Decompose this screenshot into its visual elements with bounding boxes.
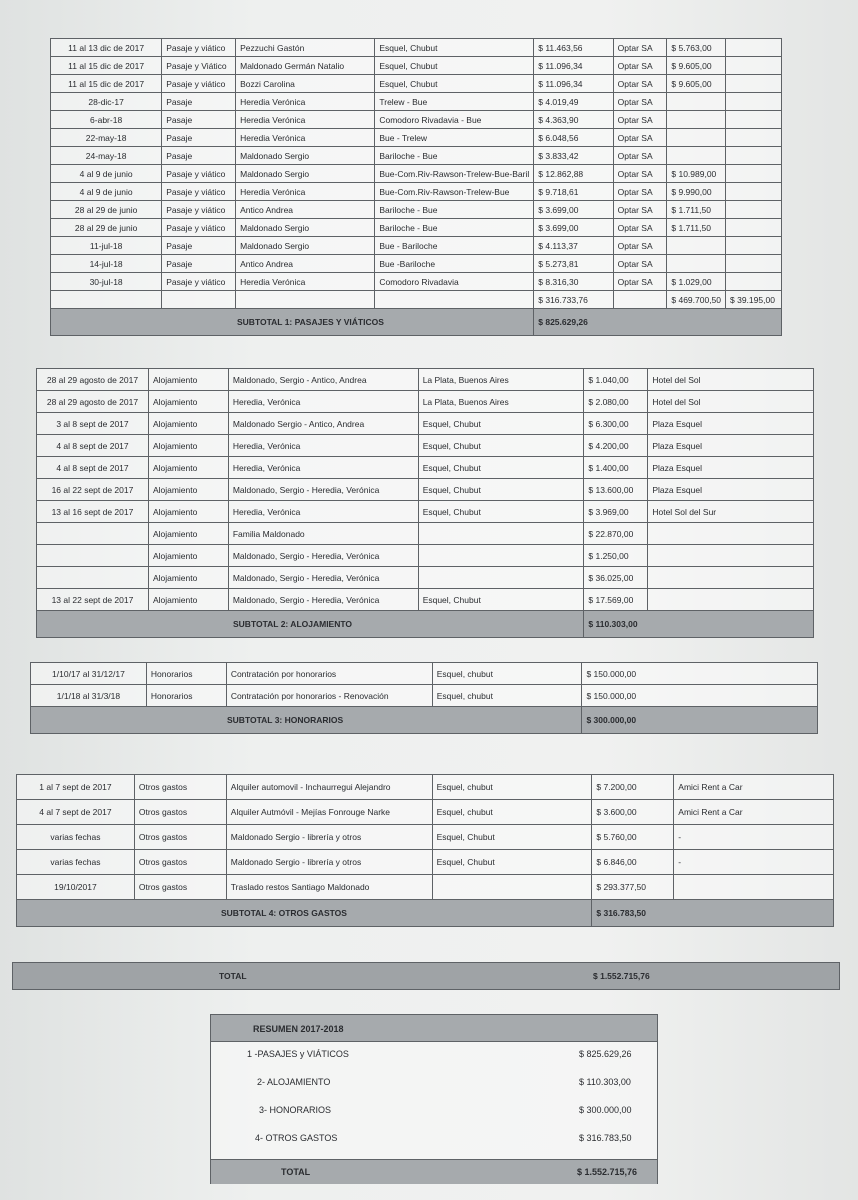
table-cell: 4 al 8 sept de 2017 [37, 457, 149, 479]
resumen-value: $ 825.629,26 [579, 1049, 632, 1059]
table-cell: $ 9.990,00 [667, 183, 726, 201]
table-cell [613, 291, 667, 309]
resumen-box [210, 1014, 658, 1184]
table-cell: Maldonado Sergio [236, 165, 375, 183]
table-cell: $ 9.605,00 [667, 75, 726, 93]
table-cell: Hotel del Sol [648, 391, 814, 413]
table-cell [726, 237, 782, 255]
table-cell: $ 7.200,00 [592, 775, 674, 800]
table-cell: 24-may-18 [51, 147, 162, 165]
table-cell: 4 al 9 de junio [51, 183, 162, 201]
table-cell: Maldonado Sergio - Antico, Andrea [228, 413, 418, 435]
total-label: TOTAL [219, 971, 247, 981]
table-cell: Esquel, Chubut [375, 39, 534, 57]
table-cell: Otros gastos [134, 850, 226, 875]
table-cell: $ 150.000,00 [582, 685, 818, 707]
table-cell: Heredia, Verónica [228, 435, 418, 457]
table-row [37, 479, 814, 501]
total-value: $ 1.552.715,76 [593, 971, 650, 981]
table-cell: Maldonado, Sergio - Heredia, Verónica [228, 545, 418, 567]
table-cell [418, 523, 584, 545]
table-cell: Pasaje y viático [162, 183, 236, 201]
table-cell: Optar SA [613, 147, 667, 165]
table-cell: 3 al 8 sept de 2017 [37, 413, 149, 435]
table-cell [726, 111, 782, 129]
table-row [51, 39, 782, 57]
table-cell [726, 75, 782, 93]
table-cell: Pasaje y viático [162, 201, 236, 219]
table-cell: varias fechas [17, 825, 135, 850]
subtotal-label: SUBTOTAL 1: PASAJES Y VIÁTICOS [51, 309, 534, 336]
table-cell: Plaza Esquel [648, 479, 814, 501]
table-cell: Otros gastos [134, 875, 226, 900]
table-cell: $ 3.969,00 [584, 501, 648, 523]
table-cell: 28 al 29 agosto de 2017 [37, 369, 149, 391]
table-cell: Amici Rent a Car [674, 775, 834, 800]
table-cell: Alojamiento [148, 479, 228, 501]
table-cell: Heredia Verónica [236, 93, 375, 111]
table-cell: Plaza Esquel [648, 457, 814, 479]
resumen-row [211, 1133, 657, 1151]
table-cell: Hotel Sol del Sur [648, 501, 814, 523]
table-cell: Pasaje [162, 93, 236, 111]
table-cell: Esquel, Chubut [418, 457, 584, 479]
table-cell: $ 1.400,00 [584, 457, 648, 479]
table-cell: Alojamiento [148, 501, 228, 523]
table-cell: Pasaje [162, 237, 236, 255]
table-row [31, 663, 818, 685]
table-cell [726, 273, 782, 291]
resumen-row [211, 1105, 657, 1123]
table-cell: Otros gastos [134, 775, 226, 800]
subtotal-value: $ 825.629,26 [534, 309, 782, 336]
table-row [51, 129, 782, 147]
table-cell: $ 13.600,00 [584, 479, 648, 501]
resumen-label: 4- OTROS GASTOS [255, 1133, 338, 1143]
resumen-title: RESUMEN 2017-2018 [253, 1024, 344, 1034]
table-cell: $ 293.377,50 [592, 875, 674, 900]
table-cell: Pasaje [162, 255, 236, 273]
table-cell: $ 6.300,00 [584, 413, 648, 435]
table-row [37, 457, 814, 479]
table-cell: $ 3.833,42 [534, 147, 613, 165]
table-cell: Esquel, Chubut [418, 589, 584, 611]
resumen-total-value: $ 1.552.715,76 [577, 1167, 638, 1177]
table-cell: $ 150.000,00 [582, 663, 818, 685]
table-cell: Maldonado Sergio - librería y otros [226, 825, 432, 850]
table-cell: Alojamiento [148, 413, 228, 435]
table-cell: Plaza Esquel [648, 413, 814, 435]
table-cell: Antico Andrea [236, 255, 375, 273]
table-cell: Esquel, Chubut [375, 75, 534, 93]
table-cell: Optar SA [613, 93, 667, 111]
table-cell: Contratación por honorarios - Renovación [226, 685, 432, 707]
table-cell: Esquel, Chubut [418, 479, 584, 501]
subtotal-label: SUBTOTAL 3: HONORARIOS [31, 707, 582, 734]
table-row [17, 875, 834, 900]
table-row [51, 165, 782, 183]
table-cell: $ 3.699,00 [534, 201, 613, 219]
table-row [37, 523, 814, 545]
table-cell: $ 6.846,00 [592, 850, 674, 875]
table-cell: 11 al 15 dic de 2017 [51, 75, 162, 93]
table-cell [648, 523, 814, 545]
table-cell [418, 567, 584, 589]
table-cell: 13 al 16 sept de 2017 [37, 501, 149, 523]
table-cell: Comodoro Rivadavia [375, 273, 534, 291]
table-cell: $ 3.600,00 [592, 800, 674, 825]
table-cell: Heredia Verónica [236, 111, 375, 129]
table-row [37, 391, 814, 413]
honorarios-table [30, 662, 818, 734]
table-cell: $ 9.718,61 [534, 183, 613, 201]
table-cell: Pasaje [162, 147, 236, 165]
table-cell: Maldonado Germán Natalio [236, 57, 375, 75]
resumen-value: $ 316.783,50 [579, 1133, 632, 1143]
table-cell [37, 523, 149, 545]
table-row [37, 435, 814, 457]
table-cell: Heredia, Verónica [228, 501, 418, 523]
table-cell [726, 129, 782, 147]
table-cell: Alojamiento [148, 435, 228, 457]
table-cell: Bue - Trelew [375, 129, 534, 147]
table-cell [667, 111, 726, 129]
table-cell: $ 5.763,00 [667, 39, 726, 57]
table-cell [726, 201, 782, 219]
table-cell: Esquel, Chubut [418, 413, 584, 435]
table-cell: $ 6.048,56 [534, 129, 613, 147]
table-cell: Amici Rent a Car [674, 800, 834, 825]
table-row [31, 685, 818, 707]
table-cell: Maldonado, Sergio - Heredia, Verónica [228, 567, 418, 589]
resumen-header [211, 1015, 657, 1042]
table-cell [37, 545, 149, 567]
resumen-value: $ 300.000,00 [579, 1105, 632, 1115]
table-cell: Contratación por honorarios [226, 663, 432, 685]
table-cell: $ 22.870,00 [584, 523, 648, 545]
table-row [37, 413, 814, 435]
resumen-row [211, 1049, 657, 1067]
table-cell: 28 al 29 agosto de 2017 [37, 391, 149, 413]
table-cell: Alojamiento [148, 589, 228, 611]
table-cell: Alojamiento [148, 391, 228, 413]
subtotal-label: SUBTOTAL 2: ALOJAMIENTO [37, 611, 584, 638]
table-cell: $ 1.711,50 [667, 219, 726, 237]
table-cell: Bue-Com.Riv-Rawson-Trelew-Bue [375, 183, 534, 201]
table-cell: Traslado restos Santiago Maldonado [226, 875, 432, 900]
alojamiento-table [36, 368, 814, 638]
table-cell: 28 al 29 de junio [51, 201, 162, 219]
table-cell: Alojamiento [148, 545, 228, 567]
table-cell: 11-jul-18 [51, 237, 162, 255]
table-cell: Optar SA [613, 237, 667, 255]
table-cell: $ 5.273,81 [534, 255, 613, 273]
table-cell [726, 255, 782, 273]
table-cell: Honorarios [146, 663, 226, 685]
resumen-label: 3- HONORARIOS [259, 1105, 332, 1115]
table-cell: Pasaje y viático [162, 75, 236, 93]
table-cell [674, 875, 834, 900]
table-cell: 1 al 7 sept de 2017 [17, 775, 135, 800]
table-cell: $ 17.569,00 [584, 589, 648, 611]
resumen-label: 1 -PASAJES y VIÁTICOS [247, 1049, 349, 1059]
table-cell [726, 183, 782, 201]
table-cell: $ 9.605,00 [667, 57, 726, 75]
table-cell: $ 11.463,56 [534, 39, 613, 57]
table-row [37, 545, 814, 567]
table-cell [726, 39, 782, 57]
table-cell: Pasaje y viático [162, 39, 236, 57]
table-cell: 1/10/17 al 31/12/17 [31, 663, 147, 685]
table-row [51, 57, 782, 75]
table-cell [726, 57, 782, 75]
table-cell [726, 93, 782, 111]
table-cell: Comodoro Rivadavia - Bue [375, 111, 534, 129]
table-cell: Maldonado, Sergio - Heredia, Verónica [228, 589, 418, 611]
table-cell [726, 147, 782, 165]
table-row [51, 93, 782, 111]
table-cell: Alojamiento [148, 369, 228, 391]
table-row [51, 237, 782, 255]
table-row [51, 183, 782, 201]
table-row [37, 567, 814, 589]
table-cell: Optar SA [613, 75, 667, 93]
otros-gastos-table [16, 774, 834, 927]
table-cell [667, 237, 726, 255]
table-cell: 28 al 29 de junio [51, 219, 162, 237]
table-cell [432, 875, 592, 900]
table-row [51, 291, 782, 309]
table-cell: Bariloche - Bue [375, 147, 534, 165]
table-cell [51, 291, 162, 309]
table-cell: 11 al 15 dic de 2017 [51, 57, 162, 75]
table-cell: 4 al 8 sept de 2017 [37, 435, 149, 457]
table-cell: Pasaje y viático [162, 219, 236, 237]
table-cell: 30-jul-18 [51, 273, 162, 291]
table-cell: Alquiler Autmóvil - Mejías Fonrouge Narke [226, 800, 432, 825]
table-cell: $ 5.760,00 [592, 825, 674, 850]
table-cell: Hotel del Sol [648, 369, 814, 391]
table-cell [726, 165, 782, 183]
table-cell: Heredia, Verónica [228, 457, 418, 479]
resumen-label: 2- ALOJAMIENTO [257, 1077, 331, 1087]
resumen-value: $ 110.303,00 [579, 1077, 631, 1087]
table-cell: Optar SA [613, 165, 667, 183]
table-cell: Maldonado, Sergio - Antico, Andrea [228, 369, 418, 391]
table-cell: Esquel, chubut [432, 775, 592, 800]
table-cell: La Plata, Buenos Aires [418, 369, 584, 391]
subtotal-row [31, 707, 818, 734]
table-cell: Maldonado Sergio - librería y otros [226, 850, 432, 875]
table-cell: $ 1.029,00 [667, 273, 726, 291]
table-cell: Heredia Verónica [236, 273, 375, 291]
table-cell: Esquel, chubut [432, 800, 592, 825]
table-cell: 4 al 9 de junio [51, 165, 162, 183]
table-cell: Optar SA [613, 129, 667, 147]
table-cell: Esquel, Chubut [418, 435, 584, 457]
table-cell: 14-jul-18 [51, 255, 162, 273]
table-cell: $ 36.025,00 [584, 567, 648, 589]
table-row [17, 850, 834, 875]
table-cell: Optar SA [613, 219, 667, 237]
table-cell: $ 3.699,00 [534, 219, 613, 237]
table-cell: Pasaje y viático [162, 165, 236, 183]
subtotal-row [37, 611, 814, 638]
resumen-total-label: TOTAL [281, 1167, 311, 1177]
table-cell: $ 1.040,00 [584, 369, 648, 391]
table-cell: Alquiler automovil - Inchaurregui Alejandro [226, 775, 432, 800]
table-cell: Pasaje [162, 129, 236, 147]
table-cell: Esquel, Chubut [432, 825, 592, 850]
table-cell [162, 291, 236, 309]
table-cell [418, 545, 584, 567]
table-row [51, 75, 782, 93]
table-cell: La Plata, Buenos Aires [418, 391, 584, 413]
table-cell: $ 12.862,88 [534, 165, 613, 183]
table-cell: Esquel, Chubut [375, 57, 534, 75]
table-cell: 28-dic-17 [51, 93, 162, 111]
grand-total-bar [12, 962, 840, 990]
table-row [17, 800, 834, 825]
table-cell [375, 291, 534, 309]
table-cell [648, 545, 814, 567]
table-cell: Bozzi Carolina [236, 75, 375, 93]
table-cell: 6-abr-18 [51, 111, 162, 129]
table-cell: 1/1/18 al 31/3/18 [31, 685, 147, 707]
table-cell: 11 al 13 dic de 2017 [51, 39, 162, 57]
table-cell: varias fechas [17, 850, 135, 875]
table-cell: Maldonado Sergio [236, 219, 375, 237]
table-cell [667, 147, 726, 165]
table-cell: Plaza Esquel [648, 435, 814, 457]
table-cell [648, 589, 814, 611]
table-cell: $ 2.080,00 [584, 391, 648, 413]
table-cell: Optar SA [613, 39, 667, 57]
pasajes-table [50, 38, 782, 336]
table-row [51, 273, 782, 291]
table-row [37, 369, 814, 391]
subtotal-row [51, 309, 782, 336]
table-cell: Esquel, chubut [432, 685, 582, 707]
table-row [51, 219, 782, 237]
table-cell: Bue-Com.Riv-Rawson-Trelew-Bue-Baril [375, 165, 534, 183]
table-cell: $ 11.096,34 [534, 57, 613, 75]
table-cell: Pasaje [162, 111, 236, 129]
table-cell: $ 8.316,30 [534, 273, 613, 291]
table-cell: Esquel, Chubut [432, 850, 592, 875]
table-cell: Alojamiento [148, 523, 228, 545]
table-cell: $ 1.250,00 [584, 545, 648, 567]
table-cell: - [674, 825, 834, 850]
table-row [51, 201, 782, 219]
table-cell [667, 129, 726, 147]
table-cell: Honorarios [146, 685, 226, 707]
table-cell [667, 93, 726, 111]
table-cell: Esquel, chubut [432, 663, 582, 685]
table-cell [648, 567, 814, 589]
table-cell: Optar SA [613, 273, 667, 291]
table-cell: Trelew - Bue [375, 93, 534, 111]
table-row [37, 589, 814, 611]
table-row [51, 255, 782, 273]
resumen-total-row [211, 1159, 657, 1184]
table-cell: Pasaje y Viático [162, 57, 236, 75]
table-cell [236, 291, 375, 309]
table-cell: Optar SA [613, 111, 667, 129]
table-cell: Pasaje y viático [162, 273, 236, 291]
subtotal-value: $ 110.303,00 [584, 611, 814, 638]
table-cell: - [674, 850, 834, 875]
table-cell: Heredia Verónica [236, 129, 375, 147]
table-cell: Optar SA [613, 255, 667, 273]
table-cell: Bariloche - Bue [375, 219, 534, 237]
table-cell: $ 4.363,90 [534, 111, 613, 129]
table-row [17, 825, 834, 850]
subtotal-row [17, 900, 834, 927]
table-cell: Maldonado Sergio [236, 147, 375, 165]
table-cell: $ 4.019,49 [534, 93, 613, 111]
table-cell: 16 al 22 sept de 2017 [37, 479, 149, 501]
table-cell: 22-may-18 [51, 129, 162, 147]
table-row [37, 501, 814, 523]
table-cell: Heredia Verónica [236, 183, 375, 201]
table-cell: Pezzuchi Gastón [236, 39, 375, 57]
table-cell [726, 219, 782, 237]
table-cell: $ 39.195,00 [726, 291, 782, 309]
table-cell: $ 469.700,50 [667, 291, 726, 309]
table-cell: $ 4.113,37 [534, 237, 613, 255]
table-cell: Optar SA [613, 201, 667, 219]
table-cell: Bariloche - Bue [375, 201, 534, 219]
table-cell: 13 al 22 sept de 2017 [37, 589, 149, 611]
table-cell: Heredia, Verónica [228, 391, 418, 413]
table-cell: Maldonado Sergio [236, 237, 375, 255]
table-cell: $ 316.733,76 [534, 291, 613, 309]
table-cell: Esquel, Chubut [418, 501, 584, 523]
table-cell: $ 1.711,50 [667, 201, 726, 219]
table-cell: Antico Andrea [236, 201, 375, 219]
table-row [17, 775, 834, 800]
table-cell [37, 567, 149, 589]
table-cell: Optar SA [613, 57, 667, 75]
table-cell: Otros gastos [134, 800, 226, 825]
table-row [51, 111, 782, 129]
subtotal-label: SUBTOTAL 4: OTROS GASTOS [17, 900, 592, 927]
table-cell: Bue - Bariloche [375, 237, 534, 255]
table-row [51, 147, 782, 165]
table-cell: Alojamiento [148, 457, 228, 479]
table-cell: Maldonado, Sergio - Heredia, Verónica [228, 479, 418, 501]
subtotal-value: $ 300.000,00 [582, 707, 818, 734]
subtotal-value: $ 316.783,50 [592, 900, 834, 927]
table-cell: Otros gastos [134, 825, 226, 850]
table-cell: $ 4.200,00 [584, 435, 648, 457]
table-cell: 4 al 7 sept de 2017 [17, 800, 135, 825]
table-cell [667, 255, 726, 273]
resumen-row [211, 1077, 657, 1095]
table-cell: Familia Maldonado [228, 523, 418, 545]
table-cell: Alojamiento [148, 567, 228, 589]
table-cell: Optar SA [613, 183, 667, 201]
table-cell: Bue -Bariloche [375, 255, 534, 273]
table-cell: $ 10.989,00 [667, 165, 726, 183]
table-cell: 19/10/2017 [17, 875, 135, 900]
table-cell: $ 11.096,34 [534, 75, 613, 93]
